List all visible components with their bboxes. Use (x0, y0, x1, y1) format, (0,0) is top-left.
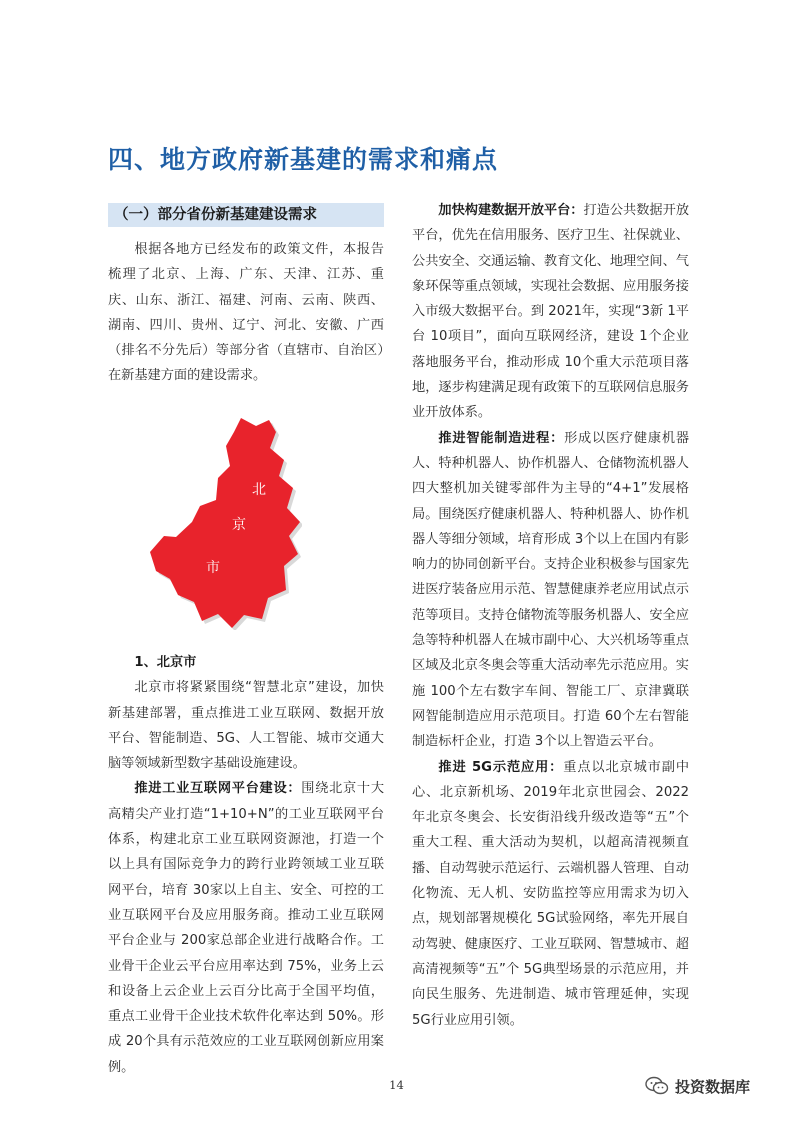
wechat-watermark (645, 1074, 750, 1098)
smart-manufacturing-paragraph (412, 426, 689, 755)
page-title: 四、地方政府新基建的需求和痛点 (108, 145, 499, 174)
map-label-jing: 京 (232, 517, 246, 533)
map-label-shi: 市 (206, 560, 220, 576)
page-number: 14 (389, 1078, 404, 1092)
smart-manufacturing-lead: 推进智能制造进程： (438, 430, 565, 446)
beijing-column (108, 650, 384, 1080)
beijing-map (148, 414, 302, 630)
industrial-internet-lead: 推进工业互联网平台建设： (134, 781, 302, 797)
5g-text: 重点以北京城市副中心、北京新机场、2019年北京世园会、2022年北京冬奥会、长安街沿线升级改造等“五”个重大工程、重大活动为契机，以超高清视频直播、自动驾驶示范运行、云端机器人管理、自动化物流、无人机、安防监控等应用需求为切入点，规划部署规模化 5G试验网络，率先开展自动驾驶、健康医疗、工业互联网、智慧城市、超高清视频等“五”个 5G典型场景的示范应用，并向民生服务、先进制造、城市管理延伸，实现 5G行业应用引领。 (412, 759, 690, 1028)
map-label-bei: 北 (252, 482, 266, 498)
smart-manufacturing-text: 形成以医疗健康机器人、特种机器人、协作机器人、仓储物流机器人四大整机加关键零部件为主导的“4+1”发展格局。围绕医疗健康机器人、特种机器人、协作机器人等细分领域，培育形成 3个以上在国内有影响力的协同创新平台。支持企业积极参与国家先进医疗装备应用示范、智慧健康养老应用试点示范等项目。支持仓储物流等服务机器人、安全应急等特种机器人在城市副中心、大兴机场等重点区域及北京冬奥会等重大活动率先示范应用。实施 100个左右数字车间、智能工厂、京津冀联网智能制造应用示范项目。打造 60个左右智能制造标杆企业，打造 3个以上智造云平台。 (412, 430, 690, 750)
data-platform-paragraph (412, 198, 689, 426)
intro-column (108, 237, 384, 389)
5g-lead: 推进 5G示范应用： (438, 759, 564, 775)
wechat-icon (645, 1076, 669, 1096)
section-heading: （一）部分省份新基建建设需求 (108, 203, 384, 227)
5g-paragraph (412, 755, 689, 1033)
beijing-intro: 北京市将紧紧围绕“智慧北京”建设，加快新基建部署，重点推进工业互联网、数据开放平台、智能制造、5G、人工智能、城市交通大脑等领域新型数字基础设施建设。 (108, 680, 384, 772)
intro-paragraph: 根据各地方已经发布的政策文件，本报告梳理了北京、上海、广东、天津、江苏、重庆、山东、浙江、福建、河南、云南、陕西、湖南、四川、贵州、辽宁、河北、安徽、广西（排名不分先后）等部分省（直辖市、自治区）在新基建方面的建设需求。 (108, 242, 384, 384)
data-platform-text: 打造公共数据开放平台，优先在信用服务、医疗卫生、社保就业、公共安全、交通运输、教育文化、地理空间、气象环保等重点领域，实现社会数据、应用服务接入市级大数据平台。到 2021年，实现“3新 1平台 10项目”，面向互联网经济，建设 1个企业落地服务平台，推动形成 10个重大示范项目落地，逐步构建满足现有政策下的互联网信息服务业开放体系。 (412, 203, 690, 421)
industrial-internet-paragraph (108, 776, 384, 1080)
data-platform-lead: 加快构建数据开放平台： (438, 203, 584, 218)
watermark-text: 投资数据库 (675, 1077, 751, 1096)
beijing-heading: 1、北京市 (134, 655, 197, 670)
industrial-internet-text: 围绕北京十大高精尖产业打造“1+10+N”的工业互联网平台体系，构建北京工业互联网资源池，打造一个以上具有国际竞争力的跨行业跨领域工业互联网平台，培育 30家以上自主、安全、可控的工业互联网平台及应用服务商。推动工业互联网平台企业与 200家总部企业进行战略合作。工业骨干企业云平台应用率达到 75%，业务上云和设备上云企业上云百分比高于全国平均值，重点工业骨干企业技术软件化率达到 50%。形成 20个具有示范效应的工业互联网创新应用案例。 (108, 781, 385, 1075)
right-column (412, 198, 689, 1033)
